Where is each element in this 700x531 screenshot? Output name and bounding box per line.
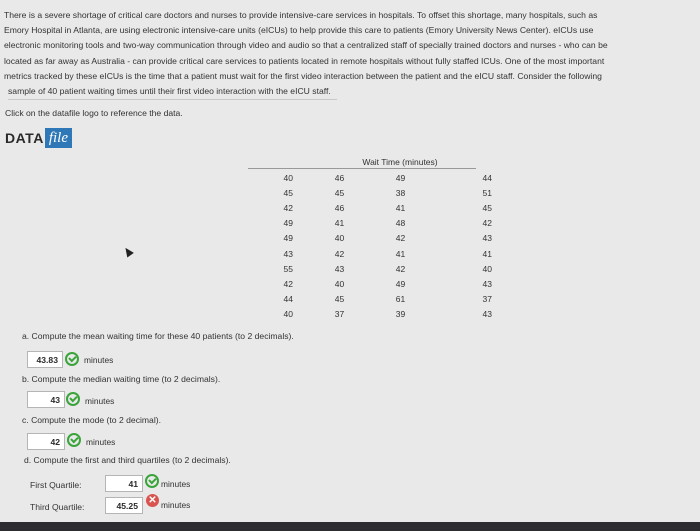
table-row [232,200,518,215]
table-row [232,261,518,276]
problem-line: metrics tracked by these eICUs is the time that a patient must wait for the first video interaction between the patient and the eICU staff. Consider the following [4,70,602,81]
table-cell: 45 [334,294,345,305]
table-cell: 44 [482,172,492,183]
table-cell: 44 [283,294,293,305]
table-cell: 37 [482,294,492,305]
table-cell: 46 [334,172,345,183]
table-cell: 49 [395,278,406,289]
table-header [230,157,475,167]
table-cell: 37 [334,309,345,320]
table-cell: 42 [482,218,492,229]
wait-time-table [232,170,518,322]
table-cell: 51 [482,187,492,198]
table-cell: 42 [283,202,293,213]
problem-line: sample of 40 patient waiting times until their first video interaction with the eICU staff. [8,84,337,100]
table-row [232,185,518,200]
table-cell: 40 [283,172,293,183]
table-cell: 43 [482,309,492,320]
third-quartile-label: Third Quartile: [30,502,85,512]
mode-answer-input[interactable]: 42 [27,433,65,450]
table-row [232,292,518,307]
table-cell: 42 [334,248,345,259]
third-quartile-unit: minutes [161,500,191,510]
datafile-logo-data: DATA [5,130,44,146]
table-cell: 48 [395,218,406,229]
table-cell: 43 [283,248,293,259]
median-unit: minutes [85,396,115,406]
table-row [232,216,518,231]
table-cell: 43 [482,278,492,289]
bottom-taskbar [0,522,700,531]
correct-check-icon [66,392,80,406]
datafile-logo-file: file [45,128,72,148]
table-cell: 45 [482,202,492,213]
datafile-logo-button[interactable] [5,128,72,148]
table-cell: 49 [283,233,293,244]
table-cell: 42 [283,278,293,289]
median-answer-input[interactable]: 43 [27,391,65,408]
table-cell: 40 [334,233,345,244]
problem-line: located as far away as Australia - can provide critical care services to patients located in remote hospitals without fully staffed ICUs. One of the most important [4,55,605,66]
table-divider [248,168,476,169]
table-cell: 38 [395,187,406,198]
table-header-label: Wait Time (minutes) [362,157,438,167]
table-cell: 40 [283,309,293,320]
problem-line: There is a severe shortage of critical care doctors and nurses to provide intensive-care services in hospitals. To offset this shortage, many hospitals, such as [4,10,598,20]
problem-line: electronic monitoring tools and two-way communication through video and audio so that a centralized staff of specially trained doctors and nurses - who can be [4,40,608,51]
table-cell: 43 [334,263,345,274]
table-cell: 45 [334,187,345,198]
table-cell: 41 [395,248,406,259]
mouse-cursor-icon [122,246,134,258]
table-cell: 40 [334,278,345,289]
table-row [232,307,518,322]
first-quartile-unit: minutes [161,479,191,489]
table-cell: 40 [482,263,492,274]
mode-unit: minutes [86,437,116,447]
correct-check-icon [67,433,81,447]
first-quartile-input[interactable]: 41 [105,475,143,492]
table-cell: 49 [395,172,406,183]
table-cell: 42 [395,263,406,274]
question-a: a. Compute the mean waiting time for these 40 patients (to 2 decimals). [22,331,294,341]
problem-statement [0,8,700,100]
mean-unit: minutes [84,355,114,365]
table-cell: 42 [395,233,406,244]
table-cell: 39 [395,309,406,320]
table-cell: 45 [283,187,293,198]
problem-line: Emory Hospital in Atlanta, are using electronic intensive-care units (eICUs) to help provide this care to patients (Emory University News Center). eICUs use [4,25,594,36]
table-row [232,170,518,185]
first-quartile-label: First Quartile: [30,480,82,490]
table-row [232,231,518,246]
table-cell: 41 [482,248,492,259]
table-cell: 49 [283,218,293,229]
third-quartile-input[interactable]: 45.25 [105,497,143,514]
click-note: Click on the datafile logo to reference the data. [5,108,183,118]
table-row [232,276,518,291]
question-b: b. Compute the median waiting time (to 2 decimals). [22,374,221,384]
correct-check-icon [65,352,79,366]
question-d: d. Compute the first and third quartiles (to 2 decimals). [24,455,231,465]
correct-check-icon [145,474,159,488]
table-cell: 61 [395,294,406,305]
table-row [232,246,518,261]
incorrect-x-icon: ✕ [146,494,159,507]
mean-answer-input[interactable]: 43.83 [27,351,63,368]
table-cell: 41 [395,202,406,213]
table-cell: 43 [482,233,492,244]
table-cell: 55 [283,263,293,274]
table-cell: 41 [334,218,345,229]
question-c: c. Compute the mode (to 2 decimal). [22,415,161,425]
table-cell: 46 [334,202,345,213]
